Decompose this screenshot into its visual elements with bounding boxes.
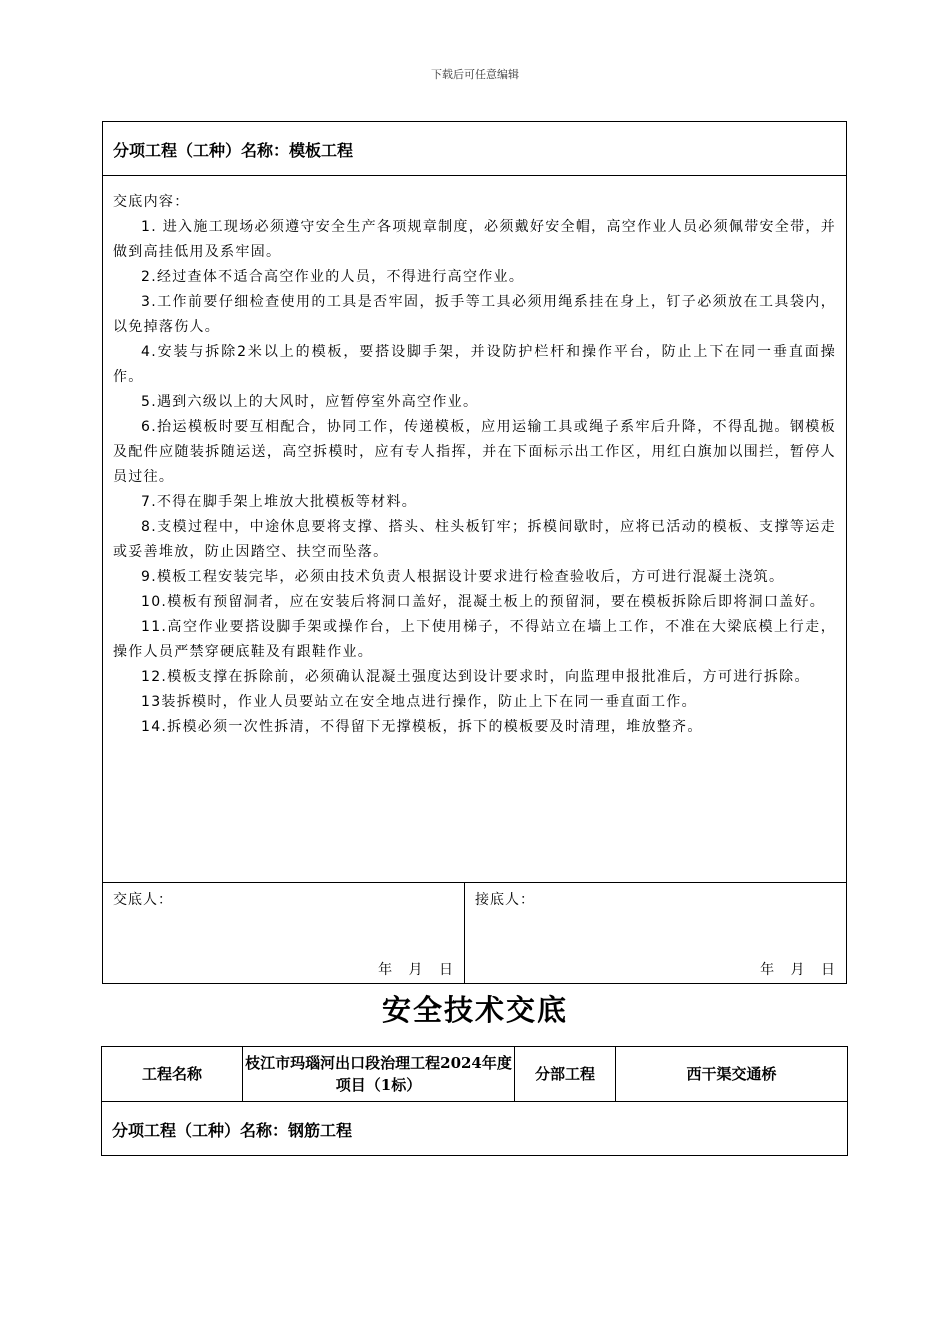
- safety-briefing-table-formwork: [102, 121, 847, 984]
- project-name-label: 工程名称: [102, 1047, 243, 1102]
- content-item: 14.拆模必须一次性拆清，不得留下无撑模板，拆下的模板要及时清理，堆放整齐。: [141, 719, 703, 735]
- content-item: 3.工作前要仔细检查使用的工具是否牢固，扳手等工具必须用绳系挂在身上，钉子必须放在工具袋内，以免掉落伤人。: [113, 294, 836, 335]
- receiver-date: 年 月 日: [760, 962, 836, 978]
- content-item: 12.模板支撑在拆除前，必须确认混凝土强度达到设计要求时，向监理申报批准后，方可进行拆除。: [141, 669, 810, 685]
- document-title: 安全技术交底: [381, 993, 568, 1027]
- content-heading: 交底内容：: [113, 194, 190, 210]
- content-item: 8.支模过程中，中途休息要将支撑、搭头、柱头板钉牢；拆模间歇时，应将已活动的模板、支撑等运走或妥善堆放，防止因踏空、扶空而坠落。: [113, 519, 836, 560]
- subitem-title: 分项工程（工种）名称：钢筋工程: [112, 1121, 353, 1140]
- giver-date: 年 月 日: [378, 962, 454, 978]
- briefing-giver-label: 交底人：: [113, 892, 173, 908]
- briefing-receiver-cell: [465, 883, 846, 983]
- project-name-value: 枝江市玛瑙河出口段治理工程2024年度项目（1标）: [243, 1047, 515, 1102]
- header-note: 下载后可任意编辑: [431, 68, 519, 81]
- subproject-value: 西干渠交通桥: [616, 1047, 847, 1102]
- content-item: 9.模板工程安装完毕，必须由技术负责人根据设计要求进行检查验收后，方可进行混凝土浇筑。: [141, 569, 785, 585]
- content-item: 11.高空作业要搭设脚手架或操作台，上下使用梯子，不得站立在墙上工作，不准在大梁底模上行走，操作人员严禁穿硬底鞋及有跟鞋作业。: [113, 619, 836, 660]
- briefing-receiver-label: 接底人：: [475, 892, 535, 908]
- subproject-label: 分部工程: [515, 1047, 616, 1102]
- briefing-content: [103, 176, 846, 883]
- content-item: 5.遇到六级以上的大风时，应暂停室外高空作业。: [141, 394, 479, 410]
- content-item: 10.模板有预留洞者，应在安装后将洞口盖好，混凝土板上的预留洞，要在模板拆除后即将洞口盖好。: [141, 594, 826, 610]
- content-item: 7.不得在脚手架上堆放大批模板等材料。: [141, 494, 418, 510]
- content-item: 6.抬运模板时要互相配合，协同工作，传递模板，应用运输工具或绳子系牢后升降，不得乱抛。钢模板及配件应随装拆随运送，高空拆模时，应有专人指挥，并在下面标示出工作区，用红白旗加以围拦，暂停人员过往。: [113, 419, 836, 485]
- subitem-title: 分项工程（工种）名称：模板工程: [103, 122, 846, 176]
- content-item: 1. 进入施工现场必须遵守安全生产各项规章制度，必须戴好安全帽，高空作业人员必须佩带安全带，并做到高挂低用及系牢固。: [113, 219, 836, 260]
- content-item: 13装拆模时，作业人员要站立在安全地点进行操作，防止上下在同一垂直面工作。: [141, 694, 697, 710]
- content-item: 2.经过查体不适合高空作业的人员，不得进行高空作业。: [141, 269, 525, 285]
- safety-briefing-table-rebar: [101, 1046, 848, 1156]
- content-item: 4.安装与拆除2米以上的模板，要搭设脚手架，并设防护栏杆和操作平台，防止上下在同一垂直面操作。: [113, 344, 836, 385]
- briefing-giver-cell: [103, 883, 465, 983]
